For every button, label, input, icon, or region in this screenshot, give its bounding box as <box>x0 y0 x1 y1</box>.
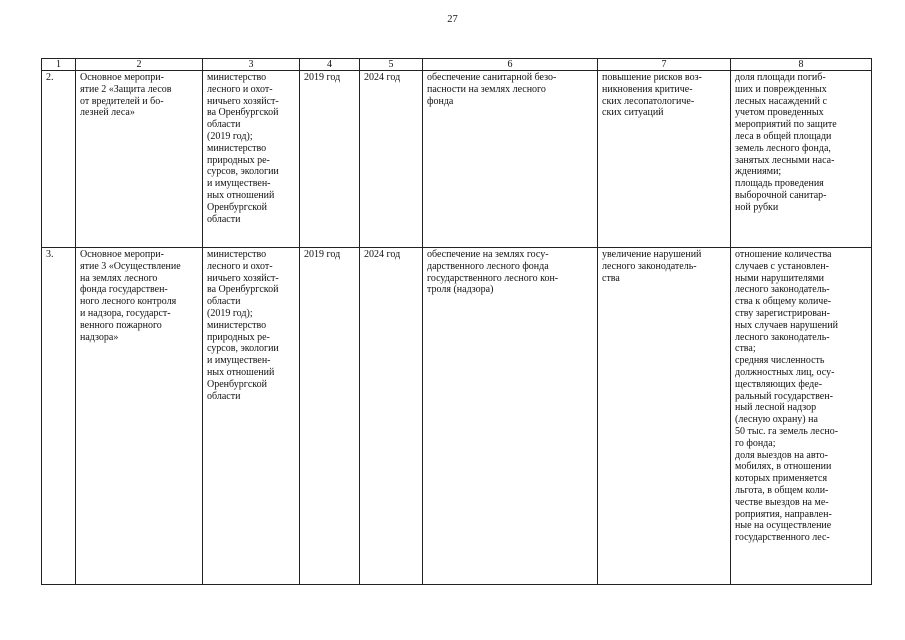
column-header-2: 2 <box>76 59 203 71</box>
start-year-cell <box>300 71 360 248</box>
executor-text: министерство лесного и охот- ничьего хозяйст- ва Оренбургской области (2019 год); министерство природных ре- сурсов, экологии и имуществен- ных отношений Оренбургской области <box>207 72 279 225</box>
result-text: обеспечение на землях госу- дарственного лесного фонда государственного лесного кон- троля (надзора) <box>427 249 559 296</box>
column-header-8: 8 <box>731 59 872 71</box>
column-header-5: 5 <box>360 59 423 71</box>
end-year-text: 2024 год <box>364 72 401 83</box>
row-number-text: 2. <box>46 72 54 83</box>
executor-text: министерство лесного и охот- ничьего хозяйст- ва Оренбургской области (2019 год); министерство природных ре- сурсов, экологии и имуществен- ных отношений Оренбургской области <box>207 249 279 402</box>
result-text: обеспечение санитарной безо- пасности на землях лесного фонда <box>427 72 557 107</box>
executor-cell <box>203 71 300 248</box>
column-header-3: 3 <box>203 59 300 71</box>
result-cell <box>423 248 598 585</box>
indicators-text: доля площади погиб- ших и поврежденных лесных насаждений с учетом проведенных мероприятий по защите леса в общей площади земель лесного фонда, занятых лесными наса- ждениями; площадь проведения выборочной санитар- ной рубки <box>735 72 837 213</box>
row-number <box>42 71 76 248</box>
start-year-text: 2019 год <box>304 72 341 83</box>
risks-cell <box>598 71 731 248</box>
indicators-cell <box>731 248 872 585</box>
result-cell <box>423 71 598 248</box>
event-text: Основное меропри- ятие 3 «Осуществление на землях лесного фонда государствен- ного лесного контроля и надзора, государст- венного пожарного надзора» <box>80 249 181 343</box>
end-year-cell <box>360 248 423 585</box>
column-header-1: 1 <box>42 59 76 71</box>
column-header-4: 4 <box>300 59 360 71</box>
start-year-text: 2019 год <box>304 249 341 260</box>
header-row <box>42 59 872 71</box>
event-cell <box>76 71 203 248</box>
end-year-text: 2024 год <box>364 249 401 260</box>
row-number <box>42 248 76 585</box>
end-year-cell <box>360 71 423 248</box>
risks-cell <box>598 248 731 585</box>
column-header-6: 6 <box>423 59 598 71</box>
risks-text: повышение рисков воз- никновения критиче- ских лесопатологиче- ских ситуаций <box>602 72 702 119</box>
column-header-7: 7 <box>598 59 731 71</box>
table-row <box>42 71 872 248</box>
page-number: 27 <box>447 14 458 25</box>
risks-text: увеличение нарушений лесного законодатель- ства <box>602 249 702 284</box>
start-year-cell <box>300 248 360 585</box>
indicators-cell <box>731 71 872 248</box>
table-row <box>42 248 872 585</box>
main-table <box>41 58 872 585</box>
event-text: Основное меропри- ятие 2 «Защита лесов от вредителей и бо- лезней леса» <box>80 72 172 119</box>
indicators-text: отношение количества случаев с установлен- ными нарушителями лесного законодатель- ства к общему количе- ству зарегистрирован- ных случаев нарушений лесного законодатель- ства; средняя численность должностных лиц, осу- ществляющих феде- ральный государствен- ный лесной надзор (лесную охрану) на 50 тыс. га земель лесно- го фонда; доля выездов на авто- мобилях, в отношении которых применяется льгота, в общем коли- честве выездов на ме- роприятия, направлен- ные на осуществление государственного лес- <box>735 249 839 544</box>
event-cell <box>76 248 203 585</box>
row-number-text: 3. <box>46 249 54 260</box>
executor-cell <box>203 248 300 585</box>
